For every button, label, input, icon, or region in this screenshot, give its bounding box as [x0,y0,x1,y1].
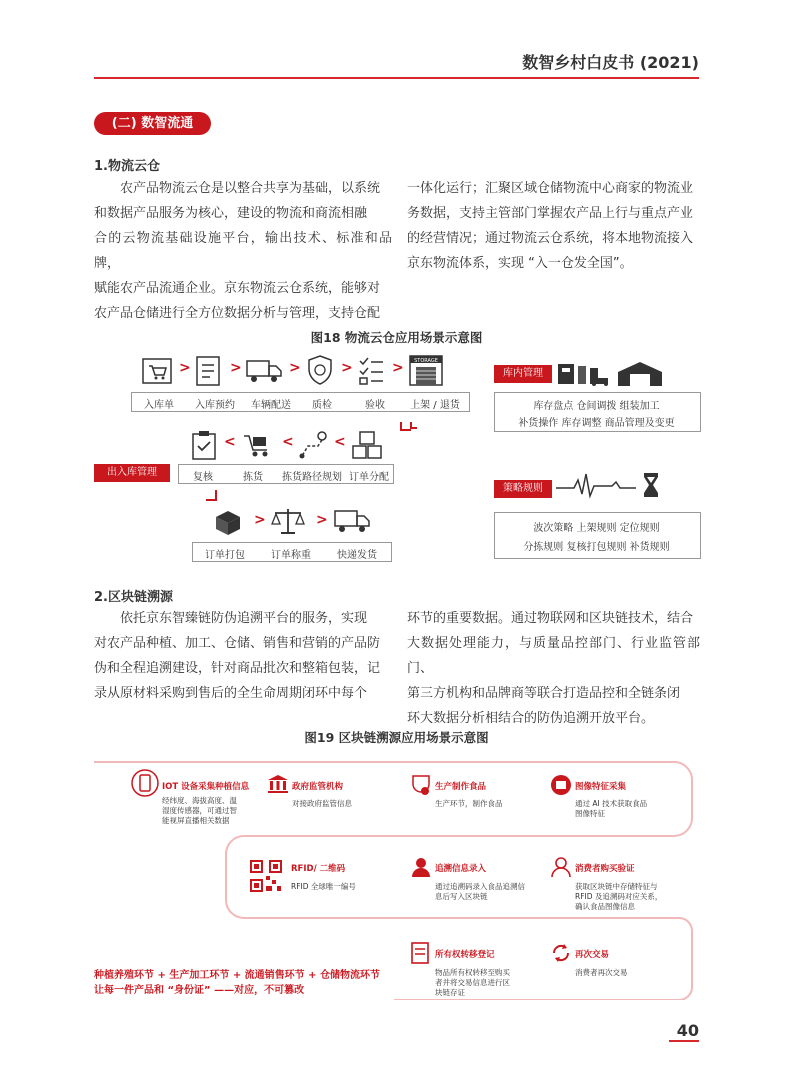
header-rule [94,77,699,79]
step-label: 车辆配送 [251,400,291,411]
text-line: 的经营情况；通过物流云仓系统，将本地物流接入 [407,231,694,246]
desc-line: 获取区块链中存储特征与 [575,882,658,891]
phone-device-icon [130,768,160,798]
storage-label: STORAGE [414,358,438,364]
page-number-underline [669,1040,699,1042]
clipboard-check-icon [192,430,216,460]
corner-mark [204,488,218,502]
desc-line: 通过追溯码录入食品追溯信 [435,882,525,891]
page-number: 40 [676,1021,699,1040]
running-header-title: 数智乡村白皮书 (2021) [522,53,699,72]
boxes-icon [352,430,382,460]
node-desc [162,796,262,826]
paragraph-1-right [407,176,700,276]
step-label: 复核 [193,472,213,483]
strategy-line: 分拣规则 复核打包规则 补货规则 [523,542,670,553]
tag-strategy-rules: 策略规则 [494,480,552,498]
desc-line: 块链存证 [435,988,465,997]
step-label: 质检 [312,400,332,411]
cart-icon [142,358,172,384]
text-line: 第三方机构和品牌商等联合打造品控和全链条闭 [407,686,681,701]
step-label: 订单分配 [349,472,389,483]
step-label: 拣货 [243,472,263,483]
paragraph-2-left [94,606,392,706]
truck-icon [246,358,282,384]
text-line: 京东物流体系，实现 “入一仓发全国”。 [407,256,633,271]
text-line: 合的云物流基础设施平台，输出技术、标准和品牌， [94,231,392,271]
warehouse-line: 补货操作 库存调整 商品管理及变更 [518,418,675,429]
text-line: 对农产品种植、加工、仓储、销售和营销的产品防 [94,636,381,651]
text-line: 录从原材料采购到售后的全生命周期闭环中每个 [94,686,368,701]
text-line: 农产品仓储进行全方位数据分析与管理，支持仓配 [94,306,381,321]
node-desc [435,968,545,998]
chevron-right-icon: > [392,360,404,376]
heartbeat-icon [556,470,636,500]
chevron-right-icon: > [254,512,266,528]
desc-line: 对接政府监管信息 [292,799,352,808]
subsection-heading-2: 2.区块链溯源 [94,590,173,605]
desc-line: 能视屏直播相关数据 [162,816,230,825]
step-label: 入库单 [144,400,174,411]
node-desc [292,799,402,809]
desc-line: 生产环节，制作食品 [435,799,503,808]
text-line: 依托京东智臻链防伪追溯平台的服务，实现 [120,611,368,626]
desc-line: RFID 及追溯码对应关系， [575,892,663,901]
node-desc [291,882,401,892]
scale-icon [270,506,306,536]
strategy-line: 波次策略 上架规则 定位规则 [533,523,660,534]
checklist-icon [358,356,384,386]
text-line: 大数据处理能力，与质量品控部门、行业监管部门、 [407,636,700,676]
figure-19-diagram [94,752,699,1000]
node-title: 政府监管机构 [292,782,344,792]
footer-line: 种植养殖环节 + 生产加工环节 + 流通销售环节 + 仓储物流环节 [94,970,381,981]
text-line: 一体化运行；汇聚区域仓储物流中心商家的物流业 [407,181,694,196]
chevron-right-icon: > [316,512,328,528]
subsection-heading-1: 1.物流云仓 [94,159,160,174]
package-icon [212,508,244,536]
step-label: 入库预约 [195,400,235,411]
government-building-icon [267,774,289,794]
node-title: 所有权转移登记 [435,950,495,960]
qr-code-icon [250,860,282,892]
step-label: 订单打包 [205,550,245,561]
form-icon [196,356,220,386]
desc-line: 物品所有权转移至购买 [435,968,510,977]
figure-19-title: 图19 区块链溯源应用场景示意图 [304,730,489,745]
desc-line: RFID 全球唯一编号 [291,882,356,891]
desc-line: 者并将交易信息进行区 [435,978,510,987]
desc-line: 息后写入区块链 [435,892,488,901]
delivery-truck-icon [334,508,370,534]
food-production-icon [410,774,432,796]
step-label: 快递发货 [337,550,377,561]
chevron-right-icon: > [341,360,353,376]
node-title: 消费者购买验证 [575,864,635,874]
desc-line: 消费者再次交易 [575,968,628,977]
text-line: 环大数据分析相结合的防伪追溯开放平台。 [407,711,655,726]
chevron-right-icon: > [289,360,301,376]
step-label: 拣货路径规划 [282,472,342,483]
ownership-document-icon [410,942,432,964]
picking-cart-icon [242,430,272,460]
text-line: 和数据产品服务为核心，建设的物流和商流相融 [94,206,368,221]
desc-line: 确认食品图像信息 [575,902,635,911]
node-desc [435,799,545,809]
chevron-left-icon: < [334,434,346,450]
node-title: 追溯信息录入 [435,864,487,874]
node-desc [435,882,545,902]
figure-18-diagram [94,350,699,570]
node-title: 生产制作食品 [435,782,487,792]
node-title: IOT 设备采集种植信息 [162,782,250,792]
route-icon [296,430,328,460]
chevron-right-icon: > [230,360,242,376]
step-label: 验收 [365,400,385,411]
tag-warehouse-management: 库内管理 [494,365,552,383]
desc-line: 通过 AI 技术获取食品 [575,799,648,808]
tag-inbound-outbound: 出入库管理 [94,464,170,482]
warehouse-line: 库存盘点 仓间调拨 组装加工 [533,401,660,412]
text-line: 赋能农产品流通企业。京东物流云仓系统，能够对 [94,281,381,296]
node-desc [575,968,685,978]
step-label: 订单称重 [271,550,311,561]
user-entry-icon [410,856,432,878]
paragraph-1-left [94,176,392,326]
section-heading-pill: (二) 数智流通 [94,112,211,135]
footer-line: 让每一件产品和 “身份证” ——对应，不可篡改 [94,985,305,996]
text-line: 伪和全程追溯建设，针对商品批次和整箱包装，记 [94,661,381,676]
paragraph-2-right [407,606,700,731]
warehouse-equipment-icon [556,360,662,386]
text-line: 农产品物流云仓是以整合共享为基础，以系统 [120,181,381,196]
step-label: 上架 / 退货 [410,400,460,411]
figure-19-footer [94,968,394,998]
node-title: 图像特征采集 [575,782,627,792]
desc-line: 图像特征 [575,809,605,818]
desc-line: 湿度传感器，可通过智 [162,806,237,815]
chevron-right-icon: > [179,360,191,376]
node-title: 再次交易 [575,950,610,960]
chevron-left-icon: < [224,434,236,450]
shield-icon [307,355,333,385]
desc-line: 经纬度、海拔高度、温 [162,796,237,805]
node-desc [575,882,695,912]
text-line: 务数据，支持主管部门掌握农产品上行与重点产业 [407,206,694,221]
storage-building-icon [409,354,443,386]
node-title: RFID/ 二维码 [291,864,346,874]
text-line: 环节的重要数据。通过物联网和区块链技术，结合 [407,611,694,626]
consumer-verify-icon [550,856,572,878]
hourglass-icon [642,472,660,498]
figure-18-title: 图18 物流云仓应用场景示意图 [310,330,483,345]
chevron-left-icon: < [282,434,294,450]
retrade-cycle-icon [550,942,572,964]
node-desc [575,799,685,819]
corner-mark [399,420,419,434]
image-feature-icon [550,774,572,796]
